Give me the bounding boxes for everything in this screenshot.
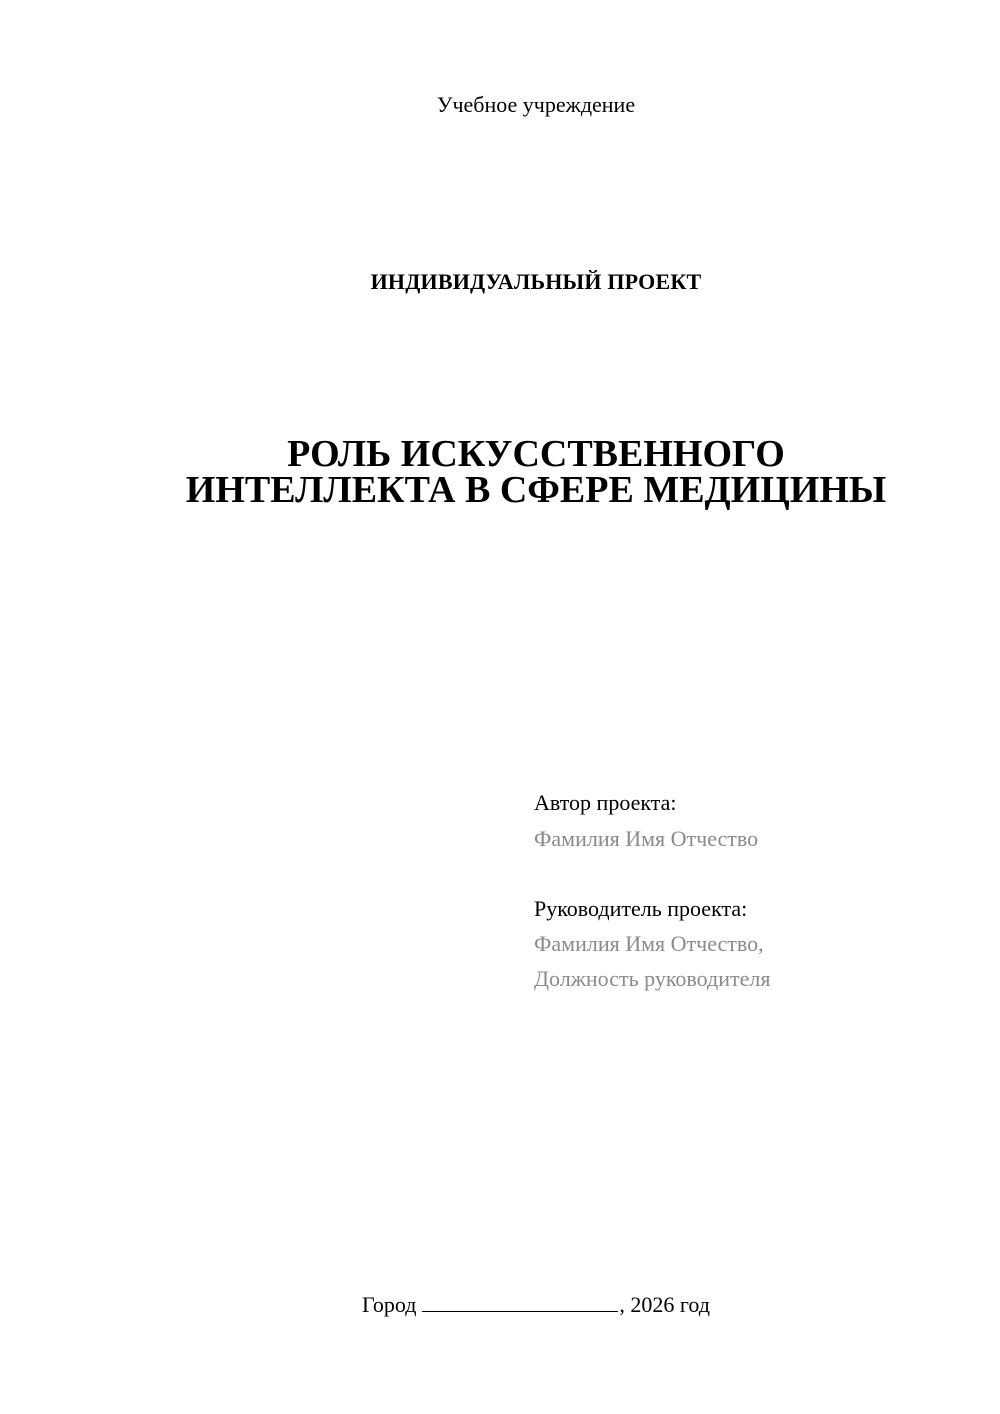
city-label: Город [362, 1292, 417, 1317]
title-line-2: ИНТЕЛЛЕКТА В СФЕРЕ МЕДИЦИНЫ [185, 469, 887, 511]
institution-name: Учебное учреждение [436, 92, 636, 117]
supervisor-position-placeholder: Должность руководителя [534, 966, 771, 991]
document-title [0, 433, 1000, 511]
city-year-line [0, 1291, 1000, 1318]
document-type: ИНДИВИДУАЛЬНЫЙ ПРОЕКТ [370, 269, 702, 294]
author-name-placeholder: Фамилия Имя Отчество [534, 826, 759, 851]
supervisor-name-placeholder: Фамилия Имя Отчество, [534, 931, 764, 956]
title-line-1: РОЛЬ ИСКУССТВЕННОГО [287, 433, 785, 475]
year-text: , 2026 год [619, 1292, 710, 1317]
city-blank-line [422, 1291, 618, 1312]
author-label: Автор проекта: [534, 790, 677, 815]
supervisor-label: Руководитель проекта: [534, 896, 748, 921]
